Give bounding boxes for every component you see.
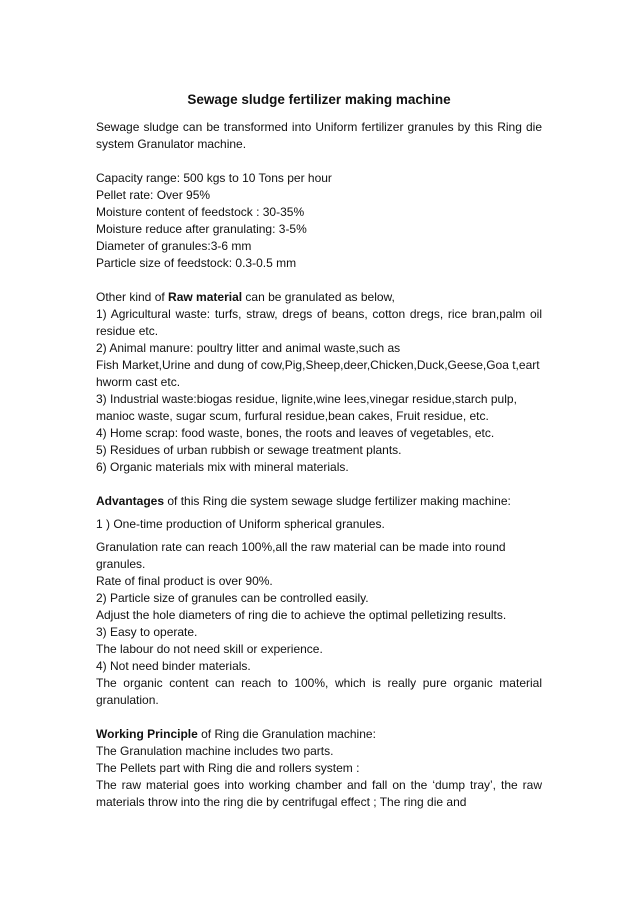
raw-material-item: 6) Organic materials mix with mineral materials. (96, 460, 349, 474)
spec-line: Particle size of feedstock: 0.3-0.5 mm (96, 256, 297, 270)
spec-line: Moisture content of feedstock : 30-35% (96, 205, 305, 219)
working-principle-section (96, 726, 542, 811)
document-body (96, 91, 542, 811)
heading-suffix: of this Ring die system sewage sludge fertilizer making machine: (164, 494, 511, 508)
raw-material-item: 2) Animal manure: poultry litter and animal waste,such as (96, 341, 401, 355)
advantage-item: The organic content can reach to 100%, which is really pure organic material granulation. (96, 676, 542, 707)
raw-material-heading (96, 289, 542, 306)
heading-suffix: can be granulated as below, (242, 290, 395, 304)
advantage-item: Granulation rate can reach 100%,all the raw material can be made into round granules. (96, 540, 506, 571)
heading-suffix: of Ring die Granulation machine: (197, 727, 376, 741)
spec-line: Diameter of granules:3-6 mm (96, 239, 252, 253)
spacer (96, 272, 542, 289)
spacer (96, 476, 542, 493)
advantage-item: Adjust the hole diameters of ring die to achieve the optimal pelletizing results. (96, 608, 507, 622)
raw-material-item: Fish Market,Urine and dung of cow,Pig,Sheep,deer,Chicken,Duck,Geese,Goa t,earthworm cast etc. (96, 358, 540, 389)
working-principle-line: The Granulation machine includes two parts. (96, 744, 334, 758)
heading-bold: Raw material (168, 290, 243, 304)
raw-material-item: 5) Residues of urban rubbish or sewage treatment plants. (96, 443, 402, 457)
raw-material-item: 4) Home scrap: food waste, bones, the roots and leaves of vegetables, etc. (96, 426, 495, 440)
working-principle-heading (96, 726, 542, 743)
advantage-item: 3) Easy to operate. (96, 625, 198, 639)
advantage-item: 1 ) One-time production of Uniform spherical granules. (96, 517, 385, 531)
raw-material-item: 3) Industrial waste:biogas residue, lignite,wine lees,vinegar residue,starch pulp, manioc waste, sugar scum, furfural residue,bean cakes, Fruit residue, etc. (96, 392, 517, 423)
spec-line: Moisture reduce after granulating: 3-5% (96, 222, 307, 236)
advantage-item: 4) Not need binder materials. (96, 659, 251, 673)
heading-prefix: Other kind of (96, 290, 169, 304)
spacer (96, 709, 542, 726)
document-title: Sewage sludge fertilizer making machine (187, 92, 451, 107)
spacer (96, 153, 542, 170)
heading-bold: Working Principle (96, 727, 198, 741)
advantages-section (96, 493, 542, 709)
intro-paragraph: Sewage sludge can be transformed into Uniform fertilizer granules by this Ring die system Granulator machine. (96, 120, 542, 151)
advantages-heading (96, 493, 542, 510)
specs-list (96, 170, 542, 272)
advantage-item: Rate of final product is over 90%. (96, 574, 273, 588)
spec-line: Capacity range: 500 kgs to 10 Tons per hour (96, 171, 332, 185)
advantage-item: The labour do not need skill or experience. (96, 642, 323, 656)
heading-bold: Advantages (96, 494, 165, 508)
advantage-item: 2) Particle size of granules can be controlled easily. (96, 591, 369, 605)
spec-line: Pellet rate: Over 95% (96, 188, 211, 202)
raw-material-item: 1) Agricultural waste: turfs, straw, dregs of beans, cotton dregs, rice bran,palm oil residue etc. (96, 307, 542, 338)
working-principle-line: The raw material goes into working chamber and fall on the ‘dump tray’, the raw materials throw into the ring die by centrifugal effect ; The ring die and (96, 778, 542, 809)
working-principle-line: The Pellets part with Ring die and rollers system : (96, 761, 360, 775)
raw-material-section (96, 289, 542, 476)
